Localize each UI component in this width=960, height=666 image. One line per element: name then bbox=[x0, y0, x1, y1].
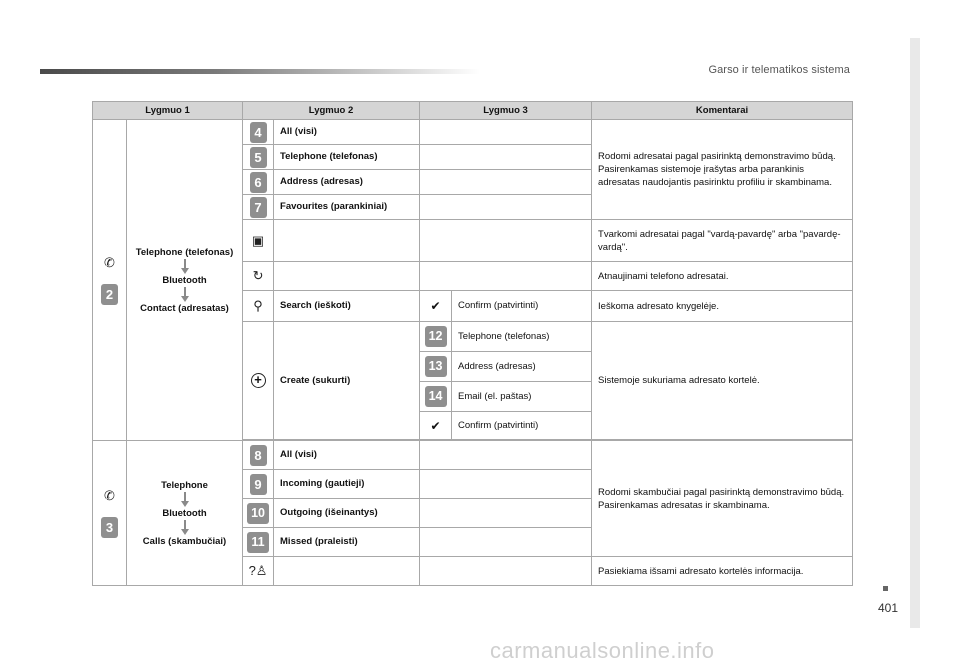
step-badge: 13 bbox=[425, 356, 447, 377]
column-header-level1: Lygmuo 1 bbox=[93, 102, 243, 120]
level1-path-contacts bbox=[127, 120, 243, 441]
table-row bbox=[93, 441, 853, 470]
path-step: Telephone (telefonas) bbox=[135, 246, 234, 258]
create-confirm-label: Confirm (patvirtinti) bbox=[452, 412, 592, 440]
step-badge: 5 bbox=[250, 147, 267, 168]
search-confirm-label: Confirm (patvirtinti) bbox=[452, 291, 592, 322]
side-decor-strip bbox=[910, 38, 920, 628]
step-badge: 8 bbox=[250, 445, 267, 466]
create-address-label: Address (adresas) bbox=[452, 352, 592, 382]
step-badge: 9 bbox=[250, 474, 267, 495]
level1-cell-calls bbox=[93, 441, 127, 586]
column-header-level2: Lygmuo 2 bbox=[243, 102, 420, 120]
calls-missed-label: Missed (praleisti) bbox=[274, 528, 420, 557]
page-number: 401 bbox=[878, 601, 899, 615]
phone-handset-icon: ✆ bbox=[104, 487, 115, 503]
calls-incoming-label: Incoming (gautieji) bbox=[274, 470, 420, 499]
table-header-row bbox=[93, 102, 853, 120]
contact-card-icon: ▣ bbox=[251, 232, 265, 248]
level1-cell-contacts bbox=[93, 120, 127, 441]
create-label: Create (sukurti) bbox=[274, 322, 420, 440]
filter-favourites-label: Favourites (parankiniai) bbox=[274, 195, 420, 220]
step-badge: 4 bbox=[250, 122, 267, 143]
header-decor-bar bbox=[40, 69, 480, 74]
filter-all-label: All (visi) bbox=[274, 120, 420, 145]
step-badge: 11 bbox=[247, 532, 269, 553]
comment-contact-filter: Rodomi adresatai pagal pasirinktą demonstravimo būdą. Pasirenkamas sistemoje įrašytas arba parankinis adresatas naudojantis pasirinktu profiliu ir skambinama. bbox=[592, 120, 853, 220]
level1-path-calls bbox=[127, 441, 243, 586]
step-badge: 7 bbox=[250, 197, 267, 218]
column-header-level3: Lygmuo 3 bbox=[420, 102, 592, 120]
comment-search: Ieškoma adresato knygelėje. bbox=[592, 291, 853, 322]
comment-create: Sistemoje sukuriama adresato kortelė. bbox=[592, 322, 853, 440]
arrow-down-icon bbox=[180, 259, 190, 274]
path-step: Calls (skambučiai) bbox=[142, 535, 227, 547]
add-circle-icon: + bbox=[251, 373, 266, 388]
create-telephone-label: Telephone (telefonas) bbox=[452, 322, 592, 352]
menu-table bbox=[92, 101, 853, 586]
arrow-down-icon bbox=[180, 520, 190, 535]
search-label: Search (ieškoti) bbox=[274, 291, 420, 322]
checkmark-icon: ✔ bbox=[430, 299, 441, 313]
step-badge: 10 bbox=[247, 503, 269, 524]
filter-telephone-label: Telephone (telefonas) bbox=[274, 145, 420, 170]
create-email-label: Email (el. paštas) bbox=[452, 382, 592, 412]
search-icon: ⚲ bbox=[253, 298, 263, 313]
comment-calls-filter: Rodomi skambučiai pagal pasirinktą demonstravimo būdą. Pasirenkamas adresatas ir skambinama. bbox=[592, 441, 853, 557]
calls-outgoing-label: Outgoing (išeinantys) bbox=[274, 499, 420, 528]
path-step: Bluetooth bbox=[162, 274, 207, 286]
comment-details: Pasiekiama išsami adresato kortelės informacija. bbox=[592, 557, 853, 586]
column-header-comments: Komentarai bbox=[592, 102, 853, 120]
phone-handset-icon: ✆ bbox=[104, 254, 115, 270]
refresh-icon: ↻ bbox=[252, 268, 264, 283]
arrow-down-icon bbox=[180, 287, 190, 302]
comment-refresh: Atnaujinami telefono adresatai. bbox=[592, 262, 853, 291]
section-badge: 2 bbox=[101, 284, 118, 305]
filter-address-label: Address (adresas) bbox=[274, 170, 420, 195]
path-step: Bluetooth bbox=[162, 507, 207, 519]
calls-all-label: All (visi) bbox=[274, 441, 420, 470]
end-of-section-mark bbox=[883, 586, 888, 591]
page-header-title: Garso ir telematikos sistema bbox=[708, 64, 850, 76]
watermark: carmanualsonline.info bbox=[490, 638, 715, 663]
checkmark-icon: ✔ bbox=[430, 418, 441, 433]
table-row bbox=[93, 120, 853, 145]
arrow-down-icon bbox=[180, 492, 190, 507]
comment-sort: Tvarkomi adresatai pagal "vardą-pavardę" arba "pavardę-vardą". bbox=[592, 220, 853, 262]
step-badge: 6 bbox=[250, 172, 267, 193]
path-step: Telephone bbox=[161, 479, 208, 491]
step-badge: 14 bbox=[425, 386, 447, 407]
path-step: Contact (adresatas) bbox=[140, 302, 229, 314]
step-badge: 12 bbox=[425, 326, 447, 347]
contact-details-icon: ?♙ bbox=[248, 563, 268, 578]
section-badge: 3 bbox=[101, 517, 118, 538]
